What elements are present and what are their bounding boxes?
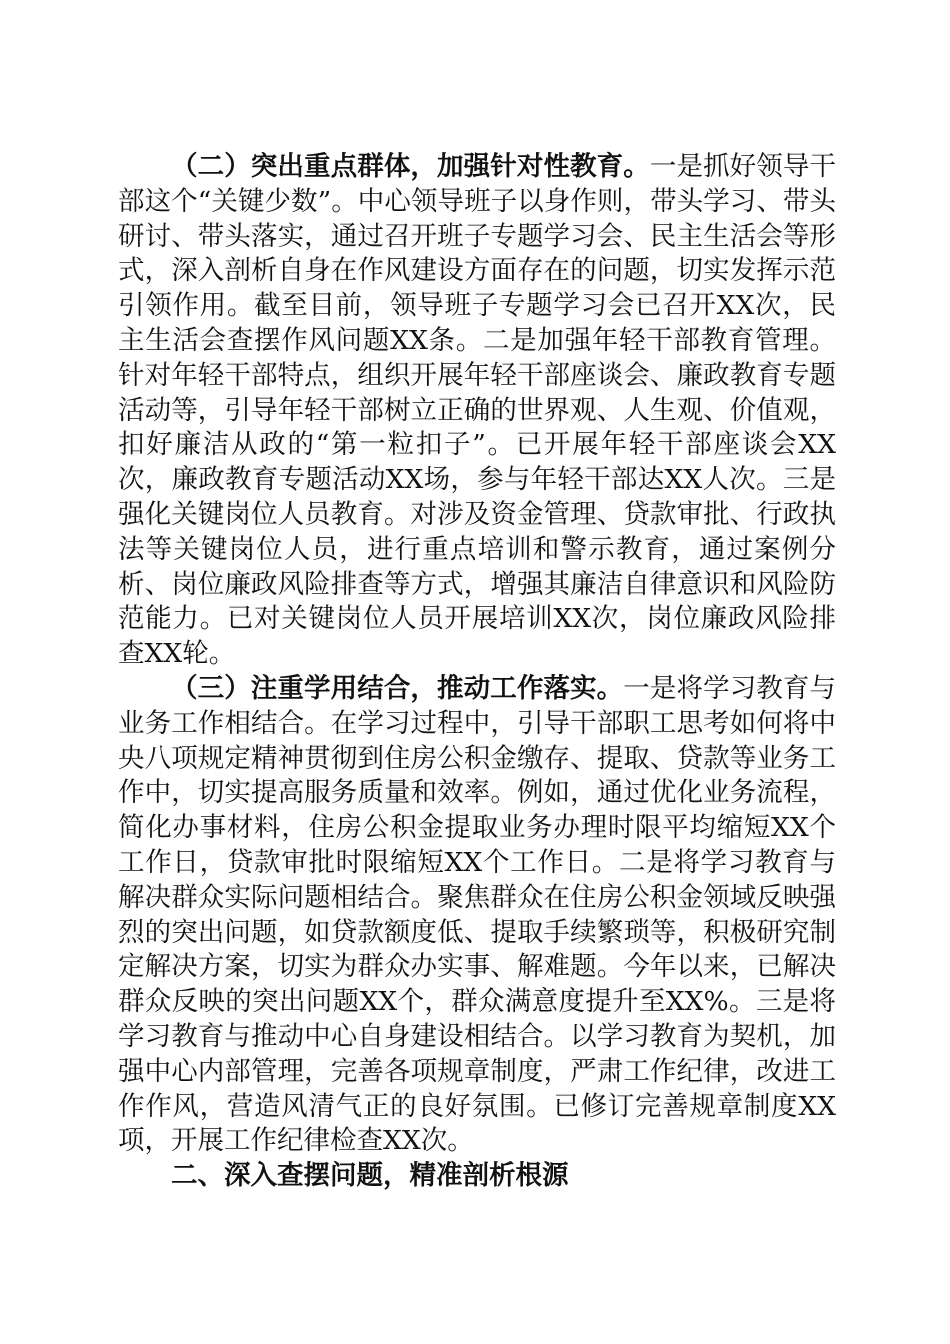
paragraph-section-3 [118,672,836,1159]
document-body [118,150,836,1194]
paragraph-text-section-2: 一是抓好领导干部这个“关键少数”。中心领导班子以身作则，带头学习、带头研讨、带头落实，通过召开班子专题学习会、民主生活会等形式，深入剖析自身在作风建设方面存在的问题，切实发挥示范引领作用。截至目前，领导班子专题学习会已召开XX次，民主生活会查摆作风问题XX条。二是加强年轻干部教育管理。针对年轻干部特点，组织开展年轻干部座谈会、廉政教育专题活动等，引导年轻干部树立正确的世界观、人生观、价值观，扣好廉洁从政的“第一粒扣子”。已开展年轻干部座谈会XX次，廉政教育专题活动XX场，参与年轻干部达XX人次。三是强化关键岗位人员教育。对涉及资金管理、贷款审批、行政执法等关键岗位人员，进行重点培训和警示教育，通过案例分析、岗位廉政风险排查等方式，增强其廉洁自律意识和风险防范能力。已对关键岗位人员开展培训XX次，岗位廉政风险排查XX轮。 [118,151,837,670]
paragraph-lead-section-3: （三）注重学用结合，推动工作落实。 [171,672,624,704]
section-heading: 二、深入查摆问题，精准剖析根源 [171,1160,569,1192]
paragraph-section-2 [118,150,836,672]
paragraph-lead-section-2: （二）突出重点群体，加强针对性教育。 [171,151,650,182]
paragraph-text-section-3: 一是将学习教育与业务工作相结合。在学习过程中，引导干部职工思考如何将中央八项规定精神贯彻到住房公积金缴存、提取、贷款等业务工作中，切实提高服务质量和效率。例如，通过优化业务流程，简化办事材料，住房公积金提取业务办理时限平均缩短XX个工作日，贷款审批时限缩短XX个工作日。二是将学习教育与解决群众实际问题相结合。聚焦群众在住房公积金领域反映强烈的突出问题，如贷款额度低、提取手续繁琐等，积极研究制定解决方案，切实为群众办实事、解难题。今年以来，已解决群众反映的突出问题XX个，群众满意度提升至XX%。三是将学习教育与推动中心自身建设相结合。以学习教育为契机，加强中心内部管理，完善各项规章制度，严肃工作纪律，改进工作作风，营造风清气正的良好氛围。已修订完善规章制度XX项，开展工作纪律检查XX次。 [118,672,837,1157]
